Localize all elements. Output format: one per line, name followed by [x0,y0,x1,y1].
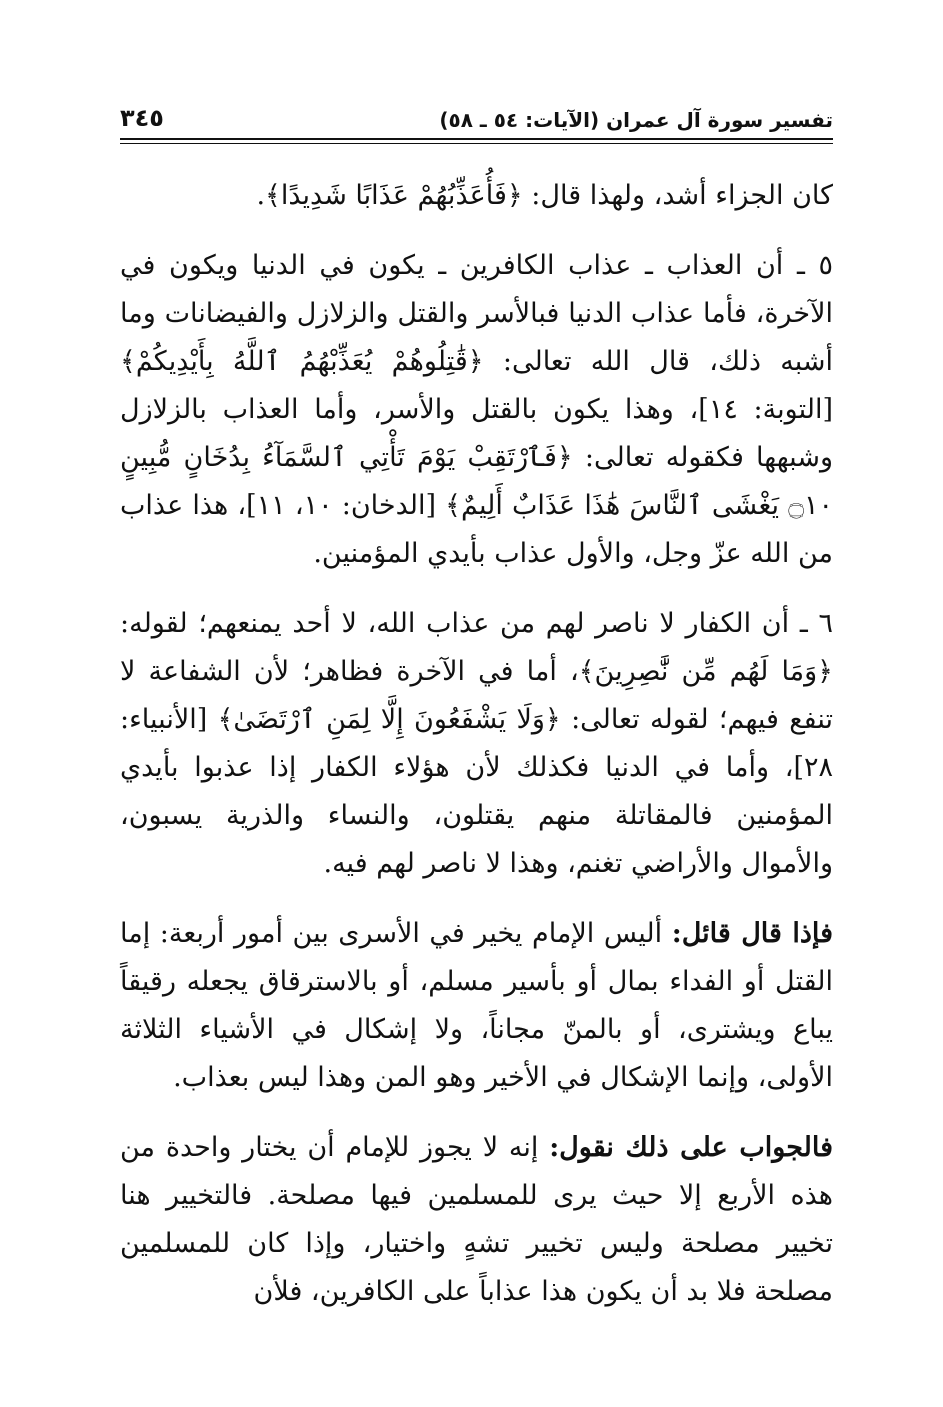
page-header [120,92,833,132]
paragraph-5-lead: فالجواب على ذلك نقول: [549,1132,833,1163]
paragraph-2: ٥ ـ أن العذاب ـ عذاب الكافرين ـ يكون في الدنيا ويكون في الآخرة، فأما عذاب الدنيا فبالأسر والقتل والزلازل والفيضانات وما أشبه ذلك، قال الله تعالى: ﴿قَٰتِلُوهُمْ يُعَذِّبْهُمُ ٱللَّهُ بِأَيْدِيكُمْ﴾ [التوبة: ١٤]، وهذا يكون بالقتل والأسر، وأما العذاب بالزلازل وشبهها فكقوله تعالى: ﴿فَٱرْتَقِبْ يَوْمَ تَأْتِي ٱلسَّمَآءُ بِدُخَانٍ مُّبِينٍ ۝١٠ يَغْشَى ٱلنَّاسَ هَٰذَا عَذَابٌ أَلِيمٌ﴾ [الدخان: ١٠، ١١]، هذا عذاب من الله عزّ وجل، والأول عذاب بأيدي المؤمنين. [120,250,834,569]
page-number: ٣٤٥ [120,104,164,132]
paragraph-4-lead: فإذا قال قائل: [671,918,833,949]
paragraph-4 [120,910,833,1102]
paragraph-1: كان الجزاء أشد، ولهذا قال: ﴿فَأُعَذِّبُهُمْ عَذَابًا شَدِيدًا﴾. [256,180,833,211]
paragraph-4-text: أليس الإمام يخير في الأسرى بين أمور أربعة: إما القتل أو الفداء بمال أو بأسير مسلم، أو بالاسترقاق يجعله رقيقاً يباع ويشترى، أو بالمنّ مجاناً، ولا إشكال في الأشياء الثلاثة الأولى، وإنما الإشكال في الأخير وهو المن وهذا ليس بعذاب. [120,918,833,1093]
body-text [120,172,833,1326]
paragraph-3: ٦ ـ أن الكفار لا ناصر لهم من عذاب الله، لا أحد يمنعهم؛ لقوله: ﴿وَمَا لَهُم مِّن نَّٰصِرِينَ﴾، أما في الآخرة فظاهر؛ لأن الشفاعة لا تنفع فيهم؛ لقوله تعالى: ﴿وَلَا يَشْفَعُونَ إِلَّا لِمَنِ ٱرْتَضَىٰ﴾ [الأنبياء: ٢٨]، وأما في الدنيا فكذلك لأن هؤلاء الكفار إذا عذبوا بأيدي المؤمنين فالمقاتلة منهم يقتلون، والنساء والذرية يسبون، والأموال والأراضي تغنم، وهذا لا ناصر لهم فيه. [120,608,833,879]
paragraph-5-text: إنه لا يجوز للإمام أن يختار واحدة من هذه الأربع إلا حيث يرى للمسلمين فيها مصلحة. فالتخيير هنا تخيير مصلحة وليس تخيير تشهٍ واختيار، وإذا كان للمسلمين مصلحة فلا بد أن يكون هذا عذاباً على الكافرين، فلأن [120,1132,833,1307]
running-title: تفسير سورة آل عمران (الآيات: ٥٤ ـ ٥٨) [439,108,833,132]
header-rule [120,138,833,144]
paragraph-5 [120,1124,833,1316]
